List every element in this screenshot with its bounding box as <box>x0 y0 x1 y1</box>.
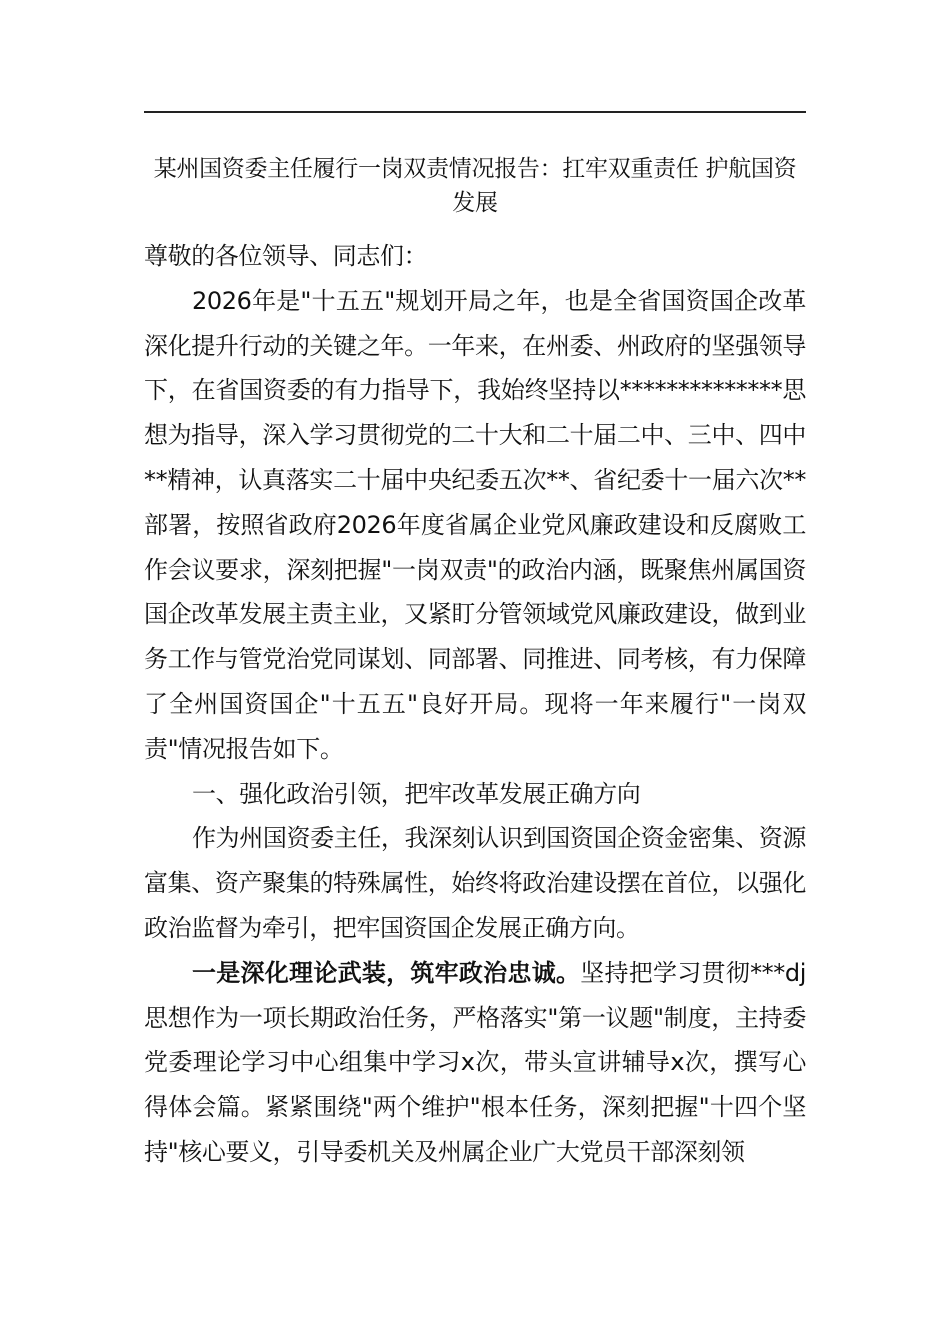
point-body-text: 坚持把学习贯彻***dj思想作为一项长期政治任务，严格落实"第一议题"制度，主持委党委理论学习中心组集中学习x次，带头宣讲辅导x次，撰写心得体会篇。紧紧围绕"两个维护"根本任务，深刻把握"十四个坚持"核心要义，引导委机关及州属企业广大党员干部深刻领 <box>144 958 806 1166</box>
point-lead-text: 一是深化理论武装，筑牢政治忠诚。 <box>192 958 581 987</box>
intro-paragraph: 2026年是"十五五"规划开局之年，也是全省国资国企改革深化提升行动的关键之年。一年来，在州委、州政府的坚强领导下，在省国资委的有力指导下，我始终坚持以**************思想为指导，深入学习贯彻党的二十大和二十届二中、三中、四中**精神，认真落实二十届中央纪委五次**、省纪委十一届六次**部署，按照省政府2026年度省属企业党风廉政建设和反腐败工作会议要求，深刻把握"一岗双责"的政治内涵，既聚焦州属国资国企改革发展主责主业，又紧盯分管领域党风廉政建设，做到业务工作与管党治党同谋划、同部署、同推进、同考核，有力保障了全州国资国企"十五五"良好开局。现将一年来履行"一岗双责"情况报告如下。 <box>144 286 806 763</box>
section-paragraph: 作为州国资委主任，我深刻认识到国资国企资金密集、资源富集、资产聚集的特殊属性，始终将政治建设摆在首位，以强化政治监督为牵引，把牢国资国企发展正确方向。 <box>144 824 806 942</box>
document-body <box>144 234 806 1175</box>
header-rule <box>144 111 806 113</box>
point-paragraph <box>144 951 806 1175</box>
document-title: 某州国资委主任履行一岗双责情况报告：扛牢双重责任 护航国资发展 <box>153 156 797 216</box>
salutation: 尊敬的各位领导、同志们： <box>144 242 428 270</box>
section-heading: 一、强化政治引领，把牢改革发展正确方向 <box>192 779 641 808</box>
